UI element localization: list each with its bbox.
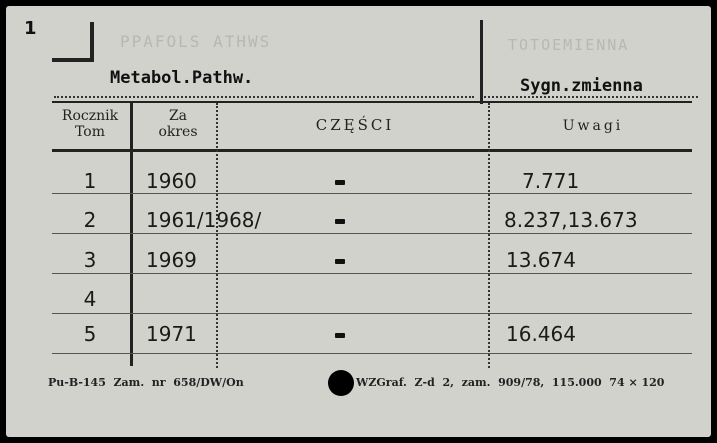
column-separator-czesci: [488, 103, 490, 368]
header-rocznik-tom: [48, 108, 132, 140]
row-czesci-dash: [335, 333, 345, 338]
column-separator-tom: [130, 103, 133, 366]
header-czesci: CZĘŚCI: [315, 116, 395, 134]
corner-bracket-horizontal: [52, 58, 94, 62]
header-za: Za: [168, 108, 188, 124]
header-za-okres: [136, 108, 220, 140]
row-rule: [52, 273, 692, 274]
header-okres: okres: [158, 124, 198, 140]
row-rule: [52, 313, 692, 314]
row-tom: 2: [83, 208, 97, 232]
header-bottom-rule: [52, 149, 692, 152]
row-tom: 1: [83, 169, 97, 193]
row-uwagi: 13.674: [506, 248, 576, 272]
row-okres: 1961/1968/: [146, 208, 262, 232]
row-uwagi: 8.237,13.673: [504, 208, 638, 232]
footer-print-info: Pu-B-145 Zam. nr 658/DW/On: [48, 376, 244, 389]
row-czesci-dash: [335, 259, 345, 264]
row-uwagi: 7.771: [522, 169, 580, 193]
header-uwagi: Uwagi: [562, 118, 624, 134]
row-okres: 1960: [146, 169, 197, 193]
footer-printer-info: WZGraf. Z-d 2, zam. 909/78, 115.000 74 × 120: [356, 376, 665, 389]
column-separator-okres: [216, 103, 218, 368]
catalog-card: [6, 6, 711, 437]
row-czesci-dash: [335, 180, 345, 185]
header-divider: [480, 20, 483, 104]
row-rule: [52, 233, 692, 234]
header-rocznik: Rocznik: [61, 108, 119, 124]
card-number: 1: [24, 18, 37, 39]
signature-label: Sygn.zmienna: [520, 76, 643, 96]
row-tom: 5: [83, 322, 97, 346]
header-tom: Tom: [75, 124, 105, 140]
punch-hole: [328, 370, 354, 396]
row-okres: 1969: [146, 248, 197, 272]
title-underline: [54, 96, 474, 98]
row-tom: 3: [83, 248, 97, 272]
row-rule: [52, 193, 692, 194]
row-czesci-dash: [335, 219, 345, 224]
row-tom: 4: [83, 287, 97, 311]
row-okres: 1971: [146, 322, 197, 346]
signature-underline: [484, 96, 698, 98]
row-rule: [52, 353, 692, 354]
journal-title: Metabol.Pathw.: [110, 68, 254, 88]
corner-bracket-vertical: [90, 22, 94, 62]
row-uwagi: 16.464: [506, 322, 576, 346]
table-top-rule: [52, 101, 692, 103]
faded-title-stamp: PPAFOLS ATHWS: [120, 32, 272, 51]
faded-signature-stamp: TOTOEMIENNA: [508, 36, 630, 54]
